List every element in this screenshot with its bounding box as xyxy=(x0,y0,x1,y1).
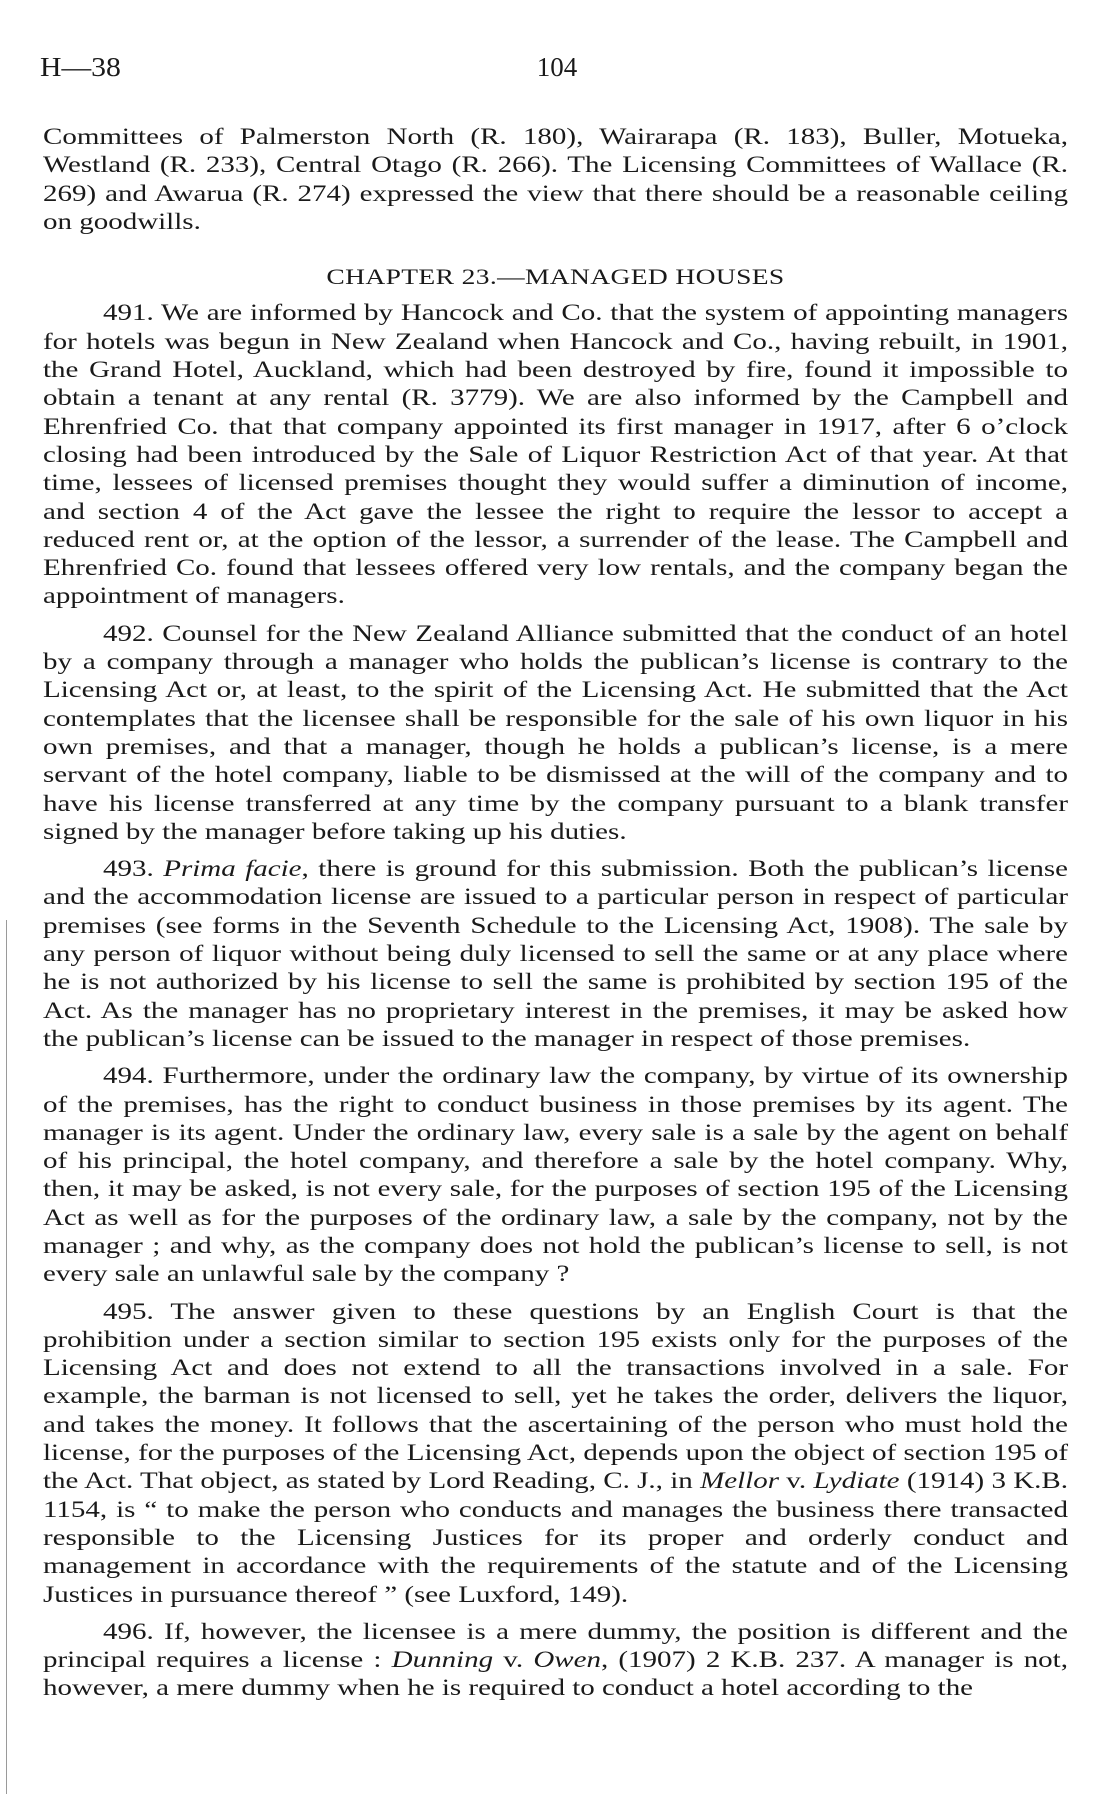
paragraph-496 xyxy=(43,1618,1068,1703)
paragraph-text: , there is ground for this submission. Both the publican’s license and the accommodation license are issued to a particular person in respect of particular premises (see forms in the Seventh Schedule to the Licensing Act, 1908). The sale by any person of liquor without being duly licensed to sell the same or at any place where he is not authorized by his license to sell the same is prohibited by section 195 of the Act. As the manager has no proprietary interest in the premises, it may be asked how the publican’s license can be issued to the manager in respect of those premises. xyxy=(43,856,1069,1052)
case-name: Lydiate xyxy=(813,1468,900,1495)
chapter-title: CHAPTER 23.—MANAGED HOUSES xyxy=(326,264,785,290)
paragraph-number: 493. xyxy=(103,856,164,883)
paragraph-text: 495. The answer given to these questions by an English Court is that the prohibition under a section similar to section 195 exists only for the purposes of the Licensing Act and does not extend to all the transactions involved in a sale. For example, the barman is not licensed to sell, yet he takes the order, delivers the liquor, and takes the money. It follows that the ascertaining of the person who must hold the license, for the purposes of the Licensing Act, depends upon the object of section 195 of the Act. That object, as stated by Lord Reading, C. J., in xyxy=(43,1298,1068,1495)
versus: v. xyxy=(493,1647,534,1674)
page-number: 104 xyxy=(536,52,578,82)
case-name: Mellor xyxy=(700,1468,779,1495)
case-name: Owen xyxy=(533,1647,601,1674)
document-code: H—38 xyxy=(40,52,121,82)
italic-phrase: Prima facie xyxy=(163,856,302,883)
paragraph-text: 496. If, however, the licensee is a mere dummy, the position is different and the principal requires a license : xyxy=(43,1618,1068,1674)
case-name: Dunning xyxy=(391,1647,494,1674)
paragraph-495 xyxy=(43,1298,1068,1609)
paragraph-491: 491. We are informed by Hancock and Co. that the system of appointing managers for hotels was begun in New Zealand when Hancock and Co., having rebuilt, in 1901, the Grand Hotel, Auckland, which had been destroyed by fire, found it impossible to obtain a tenant at any rental (R. 3779). We are also informed by the Campbell and Ehrenfried Co. that that company appointed its first manager in 1917, after 6 o’clock closing had been introduced by the Sale of Liquor Restriction Act of that year. At that time, lessees of licensed premises thought they would suffer a diminution of income, and section 4 of the Act gave the lessee the right to require the lessor to accept a reduced rent or, at the option of the lessor, a surrender of the lease. The Campbell and Ehrenfried Co. found that lessees offered very low rentals, and the company began the appointment of managers. xyxy=(43,300,1068,610)
paragraph-492: 492. Counsel for the New Zealand Alliance submitted that the conduct of an hotel by a company through a manager who holds the publican’s license is contrary to the Licensing Act or, at least, to the spirit of the Licensing Act. He submitted that the Act contemplates that the licensee shall be responsible for the sale of his own liquor in his own premises, and that a manager, though he holds a publican’s license, is a mere servant of the hotel company, liable to be dismissed at the will of the company and to have his license transferred at any time by the company pursuant to a blank transfer signed by the manager before taking up his duties. xyxy=(43,620,1068,845)
versus: v. xyxy=(778,1468,814,1495)
paragraph-493 xyxy=(43,855,1068,1053)
page-body xyxy=(43,123,1068,1703)
paragraph-text: (1914) 3 K.B. 1154, is “ to make the person who conducts and manages the business there transacted responsible to the Licensing Justices for its proper and orderly conduct and management in accordance with the requirements of the statute and of the Licensing Justices in pursuance thereof ” (see Luxford, 149). xyxy=(43,1468,1069,1608)
scan-edge-line xyxy=(6,920,7,1794)
intro-paragraph: Committees of Palmerston North (R. 180), Wairarapa (R. 183), Buller, Motueka, Westland (R. 233), Central Otago (R. 266). The Licensing Committees of Wallace (R. 269) and Awarua (R. 274) expressed the view that there should be a reasonable ceiling on goodwills. xyxy=(43,124,1068,235)
page-header xyxy=(0,52,1114,88)
paragraph-494: 494. Furthermore, under the ordinary law the company, by virtue of its ownership of the premises, has the right to conduct business in those premises by its agent. The manager is its agent. Under the ordinary law, every sale is a sale by the agent on behalf of his principal, the hotel company, and therefore a sale by the hotel company. Why, then, it may be asked, is not every sale, for the purposes of section 195 of the Licensing Act as well as for the purposes of the ordinary law, a sale by the company, not by the manager ; and why, as the company does not hold the publican’s license to sell, is not every sale an unlawful sale by the company ? xyxy=(43,1063,1068,1288)
paragraph-text: , (1907) 2 K.B. 237. A manager is not, however, a mere dummy when he is required to conduct a hotel according to the xyxy=(43,1647,1068,1702)
